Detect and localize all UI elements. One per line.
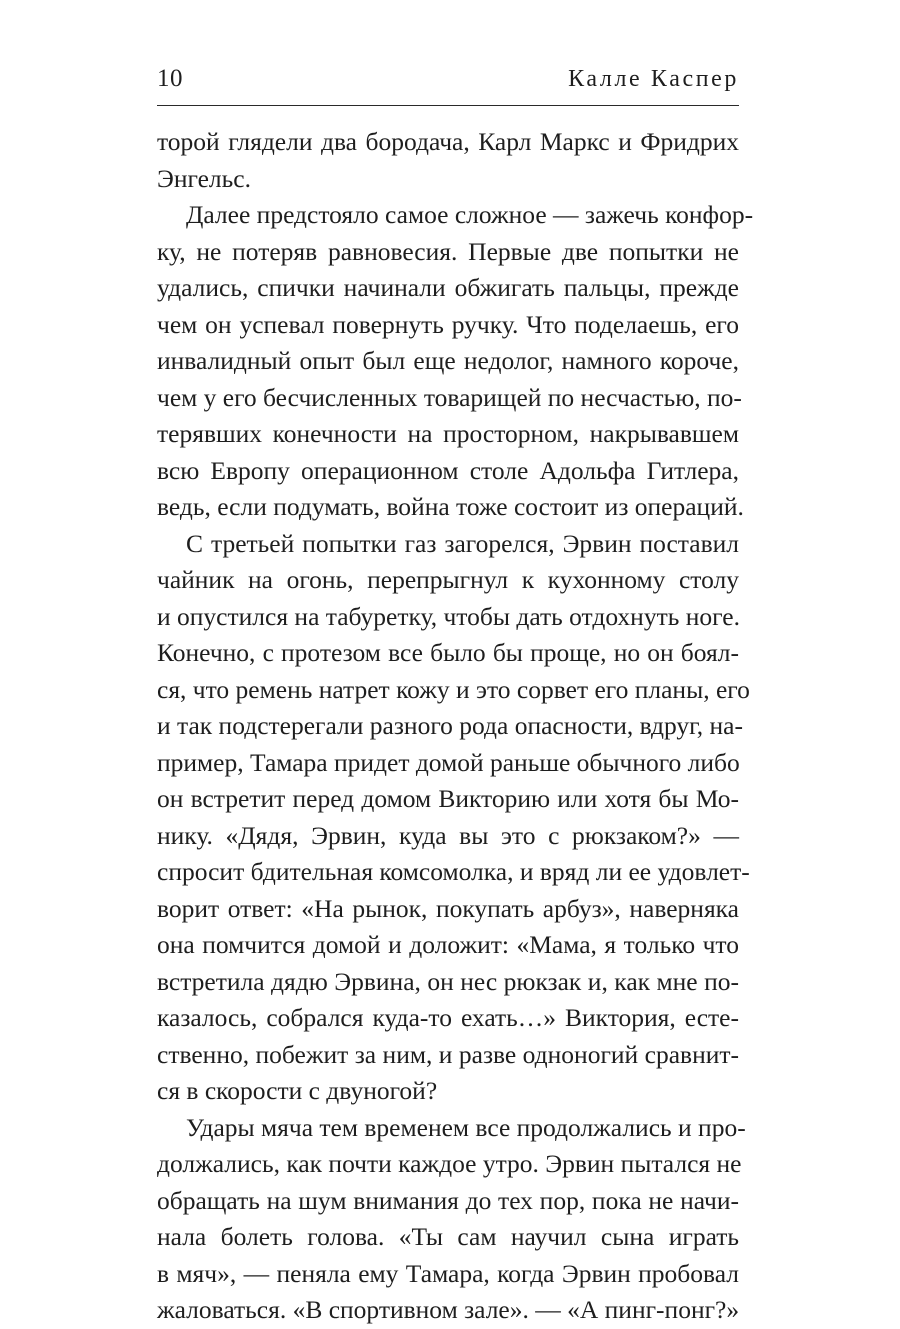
- text-line: пример, Тамара придет домой раньше обычного либо: [157, 747, 740, 777]
- text-line: Далее предстояло самое сложное — зажечь конфор-: [186, 200, 754, 229]
- paragraph: [157, 526, 750, 1110]
- text-line: ку, не потеряв равновесия. Первые две попытки не: [157, 236, 739, 266]
- text-line: чайник на огонь, перепрыгнул к кухонному столу: [157, 565, 739, 594]
- text-line: ворит ответ: «На рынок, покупать арбуз», наверняка: [157, 893, 739, 923]
- text-line: ственно, побежит за ним, и разве одноногий сравнит-: [157, 1039, 739, 1069]
- text-line: обращать на шум внимания до тех пор, пока не начи-: [157, 1185, 739, 1215]
- text-line: Удары мяча тем временем все продолжались и про-: [186, 1112, 746, 1142]
- text-line: жаловаться. «В спортивном зале». — «А пинг-понг?»: [157, 1295, 740, 1324]
- text-line: удались, спички начинали обжигать пальцы, прежде: [157, 273, 739, 302]
- text-line: и опустился на табуретку, чтобы дать отдохнуть ноге.: [157, 601, 740, 631]
- text-line: торой глядели два бородача, Карл Маркс и Фридрих: [157, 127, 739, 156]
- text-line: ведь, если подумать, война тоже состоит из операций.: [157, 492, 744, 521]
- text-line: чем он успевал повернуть ручку. Что поделаешь, его: [157, 309, 739, 339]
- text-line: терявших конечности на просторном, накрывавшем: [157, 419, 739, 448]
- text-line: встретила дядю Эрвина, он нес рюкзак и, как мне по-: [157, 966, 739, 996]
- text-line: должались, как почти каждое утро. Эрвин пытался не: [157, 1149, 742, 1178]
- running-head: [157, 58, 739, 102]
- text-line: она помчится домой и доложит: «Мама, я только что: [157, 930, 739, 959]
- page-number: 10: [157, 65, 183, 92]
- paragraph: [157, 197, 754, 526]
- text-line: казалось, собрался куда-то ехать…» Виктория, есте-: [157, 1003, 739, 1032]
- text-line: Энгельс.: [157, 163, 251, 193]
- body-text: [157, 124, 754, 1329]
- text-line: Конечно, с протезом все было бы проще, но он боял-: [157, 638, 739, 667]
- running-title: Калле Каспер: [568, 66, 739, 92]
- text-line: ся в скорости с двуногой?: [157, 1076, 438, 1105]
- text-line: он встретит перед домом Викторию или хотя бы Мо-: [157, 784, 739, 813]
- text-line: чем у его бесчисленных товарищей по несчастью, по-: [157, 382, 742, 412]
- text-line: ся, что ремень натрет кожу и это сорвет его планы, его: [157, 674, 750, 704]
- text-line: в мяч», — пеняла ему Тамара, когда Эрвин пробовал: [157, 1258, 739, 1288]
- text-line: нику. «Дядя, Эрвин, куда вы это с рюкзаком?» —: [157, 820, 739, 850]
- header-divider: [157, 105, 739, 106]
- text-line: и так подстерегали разного рода опасности, вдруг, на-: [157, 711, 743, 740]
- text-line: всю Европу операционном столе Адольфа Гитлера,: [157, 455, 739, 485]
- text-line: нала болеть голова. «Ты сам научил сына играть: [157, 1222, 739, 1251]
- text-line: С третьей попытки газ загорелся, Эрвин поставил: [186, 528, 739, 558]
- paragraph: [157, 1110, 746, 1329]
- paragraph: [157, 124, 739, 197]
- text-line: инвалидный опыт был еще недолог, намного короче,: [157, 346, 739, 375]
- text-line: спросит бдительная комсомолка, и вряд ли ее удовлет-: [157, 857, 750, 886]
